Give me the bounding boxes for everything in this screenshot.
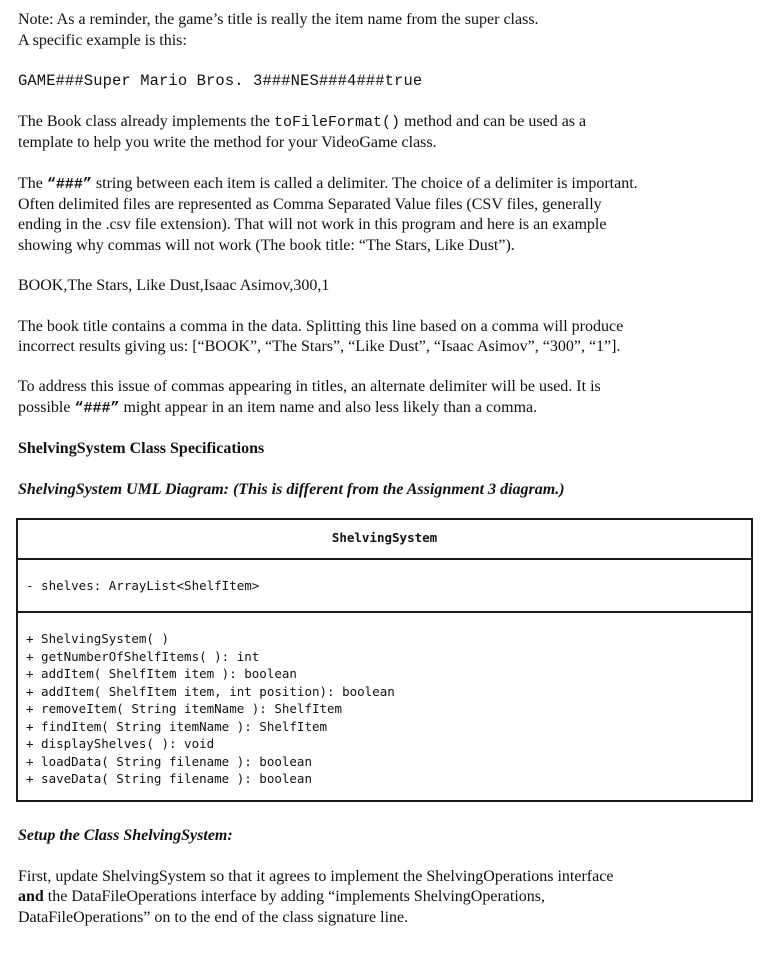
uml-method: + ShelvingSystem( ) <box>26 631 169 646</box>
split-para-line-1: The book title contains a comma in the data. Splitting this line based on a comma will produce <box>18 318 624 335</box>
address-para-text-end: might appear in an item name and also less likely than a comma. <box>119 399 538 416</box>
uml-method: + loadData( String filename ): boolean <box>26 753 312 769</box>
split-para-line-2: incorrect results giving us: [“BOOK”, “The Stars”, “Like Dust”, “Isaac Asimov”, “300”, “1”]. <box>18 338 621 355</box>
uml-method: + saveData( String filename ): boolean <box>26 771 312 786</box>
setup-para-text: the DataFileOperations interface by adding “implements ShelvingOperations, <box>43 888 545 905</box>
book-para-text: The Book class already implements the <box>18 113 274 130</box>
delimiter-code-2: “###” <box>74 400 120 417</box>
uml-divider <box>18 611 751 613</box>
uml-method: + getNumberOfShelfItems( ): int <box>26 648 260 664</box>
uml-divider <box>18 558 751 560</box>
delim-para-text-end: string between each item is called a delimiter. The choice of a delimiter is important. <box>91 175 638 192</box>
delim-para-line-1 <box>18 174 638 195</box>
address-para-line-2 <box>18 398 537 419</box>
book-para-text-end: method and can be used as a <box>399 113 587 130</box>
note-line-2: A specific example is this: <box>18 32 187 49</box>
delim-para-line-2: Often delimited files are represented as Comma Separated Value files (CSV files, generally <box>18 196 602 213</box>
note-line-1: Note: As a reminder, the game’s title is really the item name from the super class. <box>18 11 539 28</box>
delim-para-line-4: showing why commas will not work (The book title: “The Stars, Like Dust”). <box>18 237 515 254</box>
address-para-line-1: To address this issue of commas appearing in titles, an alternate delimiter will be used. It is <box>18 378 601 395</box>
uml-method: + displayShelves( ): void <box>26 736 215 751</box>
setup-heading: Setup the Class ShelvingSystem: <box>18 827 233 844</box>
setup-para-line-1: First, update ShelvingSystem so that it agrees to implement the ShelvingOperations interface <box>18 868 614 885</box>
uml-method: + findItem( String itemName ): ShelfItem <box>26 718 328 734</box>
game-format-example: GAME###Super Mario Bros. 3###NES###4###true <box>18 72 423 90</box>
delim-para-text: The <box>18 175 47 192</box>
tofileformat-code: toFileFormat() <box>273 114 400 131</box>
uml-heading: ShelvingSystem UML Diagram: (This is different from the Assignment 3 diagram.) <box>18 481 565 498</box>
book-para-line-1 <box>18 112 586 133</box>
uml-class-name: ShelvingSystem <box>331 530 438 545</box>
csv-example: BOOK,The Stars, Like Dust,Isaac Asimov,300,1 <box>18 277 330 294</box>
setup-para-line-3: DataFileOperations” on to the end of the class signature line. <box>18 909 409 926</box>
address-para-text: possible <box>18 399 75 416</box>
setup-para-bold: and <box>18 888 44 905</box>
book-para-line-2: template to help you write the method for your VideoGame class. <box>18 134 437 151</box>
spec-heading: ShelvingSystem Class Specifications <box>18 440 265 457</box>
uml-class-diagram <box>16 518 753 802</box>
uml-method: + addItem( ShelfItem item, int position): boolean <box>26 683 395 699</box>
delim-para-line-3: ending in the .csv file extension). That will not work in this program and here is an example <box>18 216 607 233</box>
setup-para-line-2 <box>18 887 545 907</box>
uml-method: + addItem( ShelfItem item ): boolean <box>26 666 297 681</box>
uml-method: + removeItem( String itemName ): ShelfItem <box>26 701 343 716</box>
uml-field: - shelves: ArrayList<ShelfItem> <box>26 578 260 593</box>
delimiter-code: “###” <box>46 176 92 193</box>
